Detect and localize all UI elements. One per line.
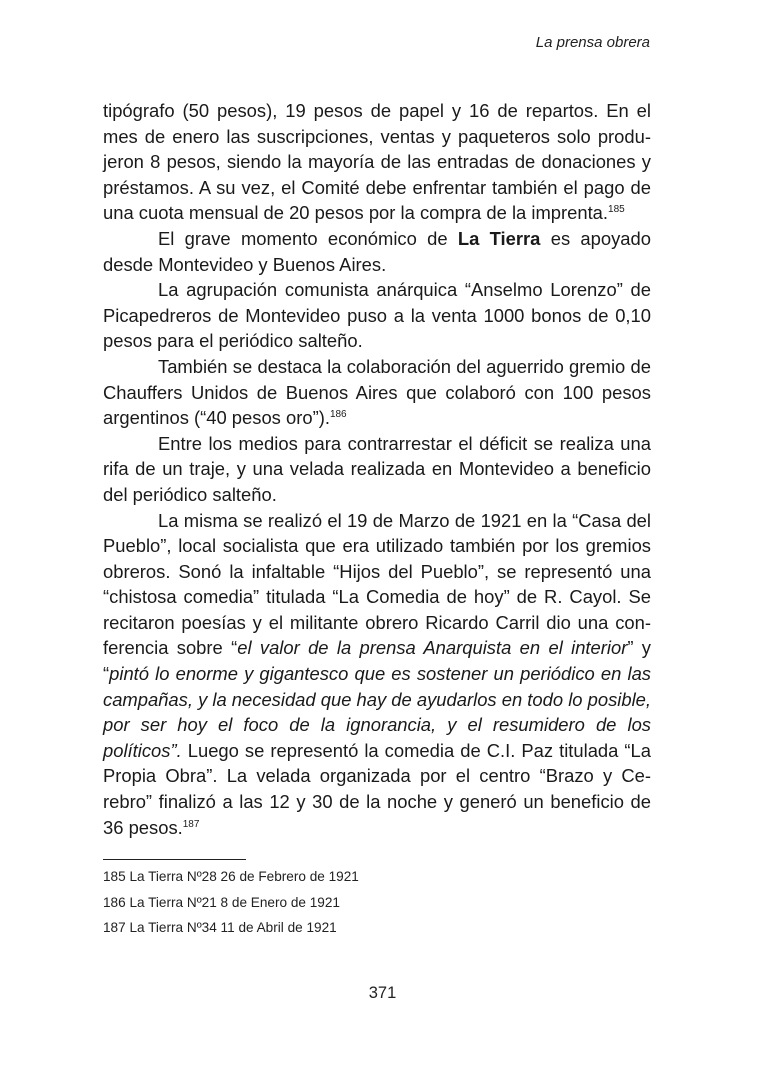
- paragraph-text: ” y “: [103, 637, 651, 685]
- paragraph-text: Luego se representó la comedia de C.I. Paz titulada “La Propia Obra”. La velada organizada por el centro “Brazo y Cerebro” finalizó a las 12 y 30 de la noche y generó un beneficio de 36 pesos.: [103, 739, 651, 838]
- paragraph-4: [103, 354, 651, 431]
- footnote-187: 187 La Tierra Nº34 11 de Abril de 1921: [103, 920, 337, 936]
- quoted-italic-2: pintó lo enorme y gigantesco que es sostener un periódico en las campañas, y la necesidad que hay de ayudarlos en todo lo posible, por ser hoy el foco de la ignorancia, y el resumidero de los políticos”.: [103, 663, 652, 761]
- footnote-186: 186 La Tierra Nº21 8 de Enero de 1921: [103, 894, 340, 910]
- footnote-ref-187: 187: [182, 818, 200, 830]
- paragraph-text: es apoyado desde Montevideo y Buenos Aires.: [103, 227, 651, 275]
- footnote-divider: [103, 859, 246, 860]
- paragraph-text: tipógrafo (50 pesos), 19 pesos de papel y 16 de repartos. En el mes de enero las suscripciones, ventas y paqueteros solo produjeron 8 pesos, siendo la mayoría de las entradas de donaciones y préstamos. A su vez, el Comité debe enfrentar también el pago de una cuota mensual de 20 pesos por la compra de la imprenta.: [103, 100, 651, 224]
- footnote-ref-185: 185: [608, 204, 625, 216]
- paragraph-text: Entre los medios para contrarrestar el déficit se realiza una rifa de un traje, y una velada realizada en Montevideo a beneficio del periódico salteño.: [103, 432, 651, 505]
- paragraph-text: La agrupación comunista anárquica “Anselmo Lorenzo” de Picapedreros de Montevideo puso a la venta 1000 bonos de 0,10 pesos para el periódico salteño.: [103, 279, 651, 352]
- paragraph-text: El grave momento económico de: [158, 227, 458, 249]
- quoted-italic-1: el valor de la prensa Anarquista en el interior: [237, 637, 628, 659]
- running-header: La prensa obrera: [535, 34, 650, 51]
- page-number: 371: [368, 984, 397, 1002]
- footnotes: [103, 864, 359, 941]
- paragraph-5: [103, 431, 651, 508]
- body-text: [103, 98, 651, 840]
- paragraph-text: También se destaca la colaboración del aguerrido gremio de Chauffers Unidos de Buenos Aires que colaboró con 100 pesos argentinos (“40 pesos oro”).: [103, 355, 651, 429]
- paragraph-6: [103, 508, 651, 841]
- paragraph-2: [103, 226, 651, 277]
- paragraph-3: [103, 277, 651, 354]
- footnote-185: 185 La Tierra Nº28 26 de Febrero de 1921: [103, 869, 359, 884]
- paragraph-text: La misma se realizó el 19 de Marzo de 1921 en la “Casa del Pueblo”, local socialista que era utilizado también por los gremios obreros. Sonó la infaltable “Hijos del Pueblo”, se representó una “chistosa comedia” titulada “La Comedia de hoy” de R. Cayol. Se recitaron poesías y el militante obrero Ricardo Carril dio una conferencia sobre “: [103, 509, 651, 659]
- newspaper-name: La Tierra: [457, 227, 541, 249]
- footnote-ref-186: 186: [329, 409, 347, 421]
- paragraph-1: [103, 98, 651, 226]
